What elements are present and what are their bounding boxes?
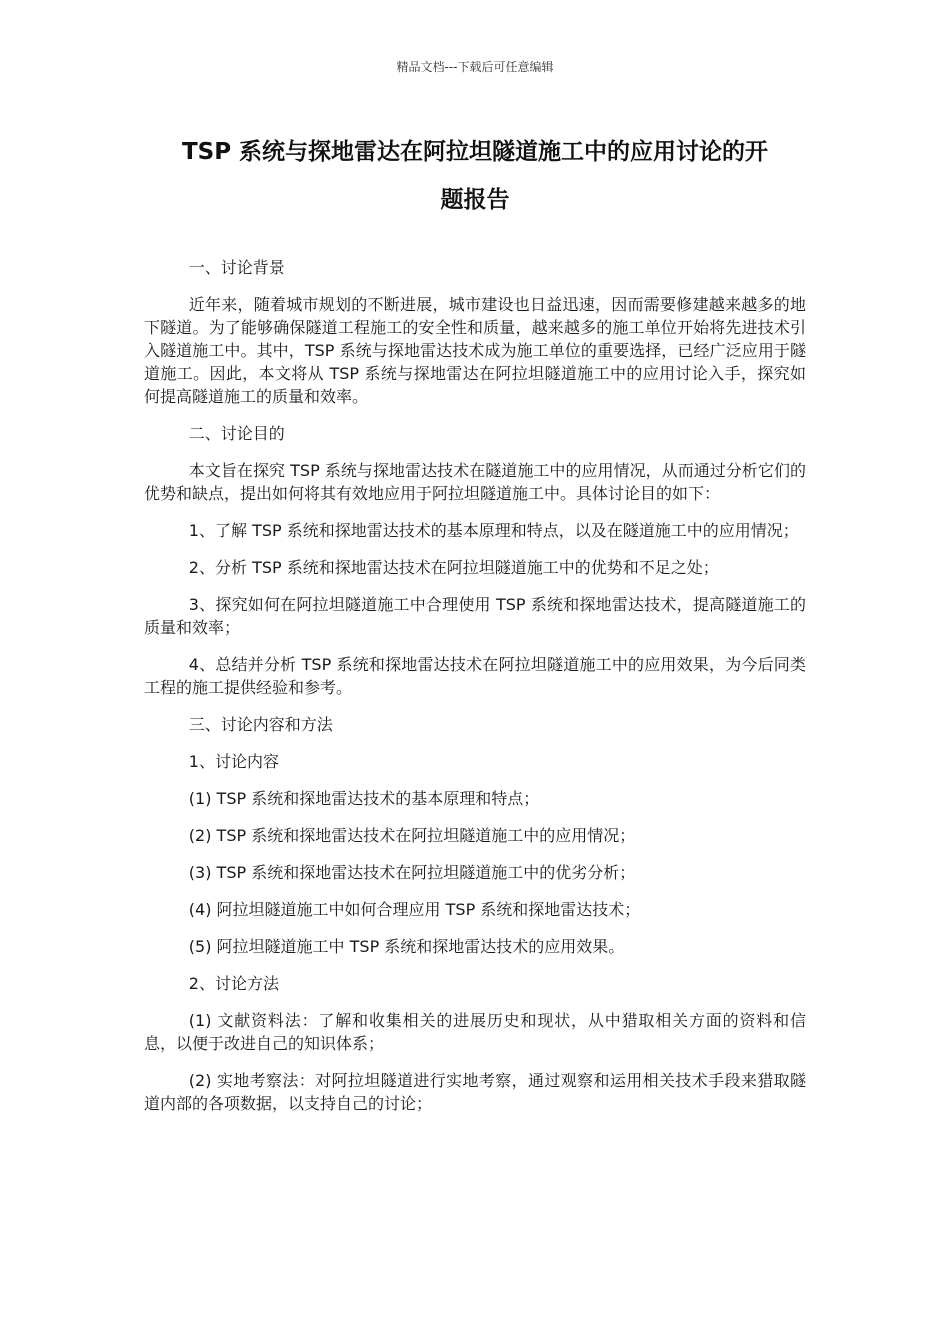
purpose-item-2: 2、分析 TSP 系统和探地雷达技术在阿拉坦隧道施工中的优势和不足之处； [188, 558, 719, 577]
content-item-5: (5) 阿拉坦隧道施工中 TSP 系统和探地雷达技术的应用效果。 [188, 937, 625, 956]
purpose-item-3: 3、探究如何在阿拉坦隧道施工中合理使用 TSP 系统和探地雷达技术，提高隧道施工的质量和效率； [144, 595, 806, 637]
content-item-4: (4) 阿拉坦隧道施工中如何合理应用 TSP 系统和探地雷达技术； [188, 900, 641, 919]
page-header: 精品文档---下载后可任意编辑 [396, 60, 554, 74]
document-body [144, 256, 806, 1129]
content-item-1: (1) TSP 系统和探地雷达技术的基本原理和特点； [188, 789, 540, 808]
method-item-2: (2) 实地考察法：对阿拉坦隧道进行实地考察，通过观察和运用相关技术手段来猎取隧道内部的各项数据，以支持自己的讨论； [144, 1071, 806, 1113]
title-line-2: 题报告 [440, 187, 510, 213]
method-item-1: (1) 文献资料法：了解和收集相关的进展历史和现状，从中猎取相关方面的资料和信息，以便于改进自己的知识体系； [144, 1011, 806, 1053]
content-item-2: (2) TSP 系统和探地雷达技术在阿拉坦隧道施工中的应用情况； [188, 826, 636, 845]
document-title [140, 128, 810, 224]
section-heading-content-method: 三、讨论内容和方法 [188, 715, 333, 734]
purpose-item-4: 4、总结并分析 TSP 系统和探地雷达技术在阿拉坦隧道施工中的应用效果，为今后同类工程的施工提供经验和参考。 [144, 655, 806, 697]
subheading-method: 2、讨论方法 [188, 974, 279, 993]
subheading-content: 1、讨论内容 [188, 752, 279, 771]
paragraph-purpose: 本文旨在探究 TSP 系统与探地雷达技术在隧道施工中的应用情况，从而通过分析它们的优势和缺点，提出如何将其有效地应用于阿拉坦隧道施工中。具体讨论目的如下： [144, 461, 806, 503]
title-line-1: TSP 系统与探地雷达在阿拉坦隧道施工中的应用讨论的开 [181, 139, 769, 165]
content-item-3: (3) TSP 系统和探地雷达技术在阿拉坦隧道施工中的优劣分析； [188, 863, 636, 882]
section-heading-purpose: 二、讨论目的 [188, 424, 285, 443]
paragraph-background: 近年来，随着城市规划的不断进展，城市建设也日益迅速，因而需要修建越来越多的地下隧道。为了能够确保隧道工程施工的安全性和质量，越来越多的施工单位开始将先进技术引入隧道施工中。其中，TSP 系统与探地雷达技术成为施工单位的重要选择，已经广泛应用于隧道施工。因此，本文将从 TSP 系统与探地雷达在阿拉坦隧道施工中的应用讨论入手，探究如何提高隧道施工的质量和效率。 [144, 295, 806, 406]
purpose-item-1: 1、了解 TSP 系统和探地雷达技术的基本原理和特点，以及在隧道施工中的应用情况； [188, 521, 799, 540]
section-heading-background: 一、讨论背景 [188, 258, 285, 277]
